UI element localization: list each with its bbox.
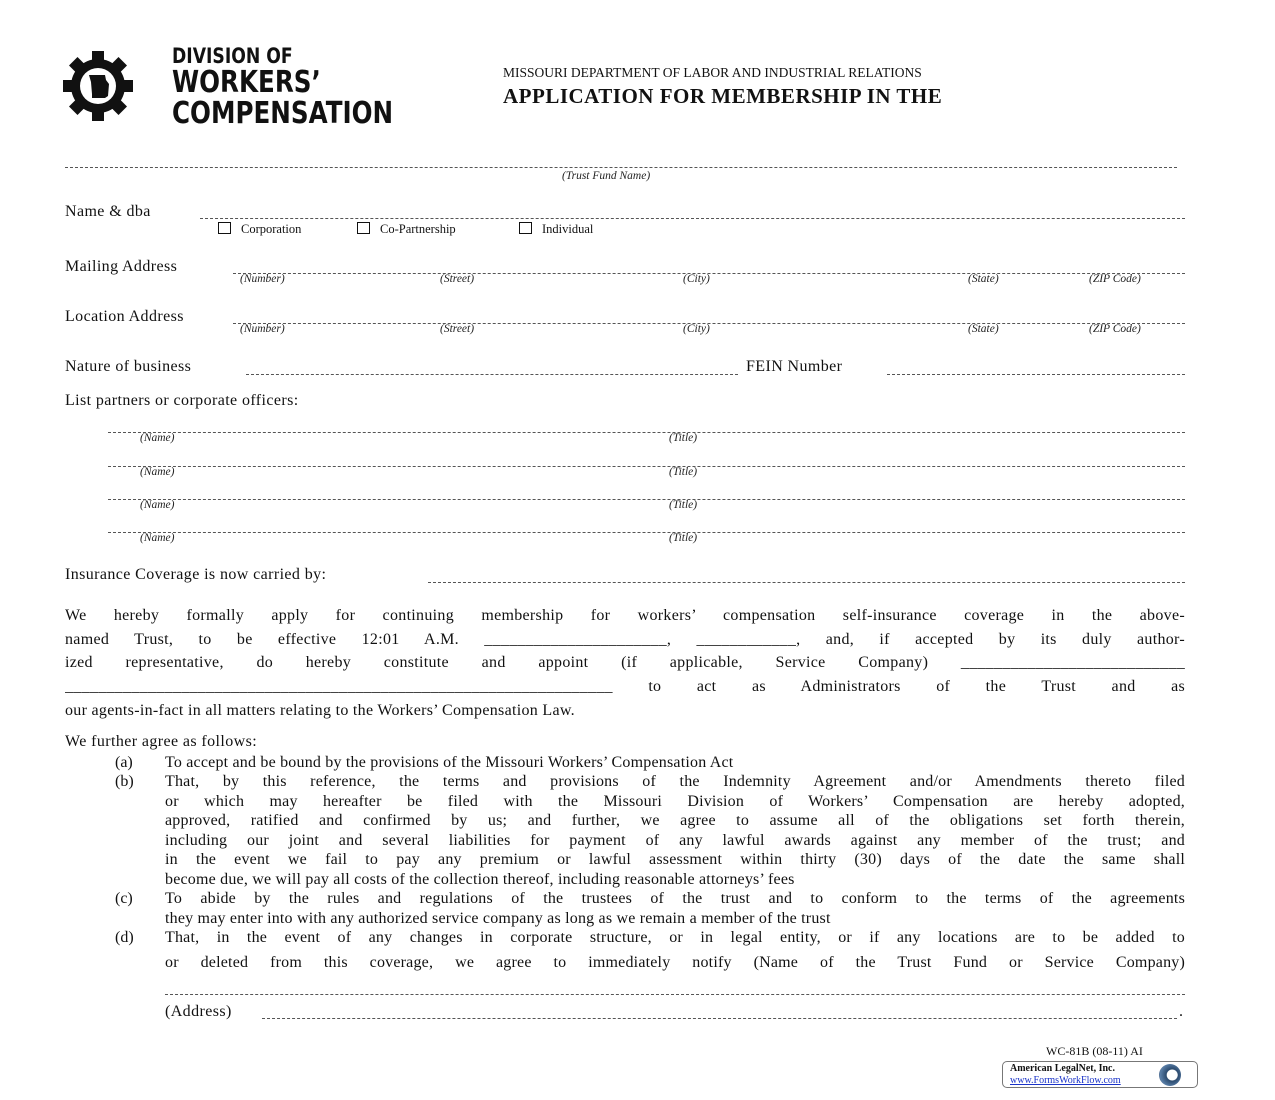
notify-address-field[interactable] — [262, 1018, 1177, 1019]
checkbox-corporation[interactable] — [218, 222, 301, 237]
period: . — [1179, 1003, 1184, 1020]
paragraph-line: our agents-in-fact in all matters relating to the Workers’ Compensation Law. — [65, 702, 575, 719]
state-label: (State) — [968, 323, 999, 335]
item-line: they may enter into with any authorized service company as long as we remain a member of the trust — [165, 910, 831, 927]
item-line: including our joint and several liabilities for payment of any lawful awards against any member of the trust; and — [165, 832, 1185, 849]
item-letter: (d) — [115, 929, 134, 946]
city-label: (City) — [683, 323, 710, 335]
officer-title-label: (Title) — [669, 499, 698, 511]
officer-name-label: (Name) — [140, 432, 175, 444]
number-label: (Number) — [240, 273, 285, 285]
logo — [62, 44, 462, 131]
item-line: That, by this reference, the terms and provisions of the Indemnity Agreement and/or Amendments thereto filed — [165, 773, 1185, 790]
number-label: (Number) — [240, 323, 285, 335]
officer-title-label: (Title) — [669, 532, 698, 544]
zip-label: (ZIP Code) — [1089, 273, 1141, 285]
officer-name-label: (Name) — [140, 532, 175, 544]
mailing-address-label: Mailing Address — [65, 258, 178, 275]
partners-label: List partners or corporate officers: — [65, 392, 299, 409]
footer-badge — [1002, 1061, 1198, 1088]
footer-company: American LegalNet, Inc. — [1010, 1063, 1115, 1074]
officer-name-label: (Name) — [140, 466, 175, 478]
gear-missouri-icon — [62, 50, 134, 122]
checkbox-icon[interactable] — [519, 222, 532, 234]
checkbox-label: Corporation — [241, 222, 302, 236]
street-label: (Street) — [440, 273, 475, 285]
trust-fund-name-label: (Trust Fund Name) — [562, 170, 651, 182]
insurance-label: Insurance Coverage is now carried by: — [65, 566, 327, 583]
logo-line1: DIVISION OF — [172, 44, 293, 68]
officer-field[interactable] — [108, 466, 1185, 467]
street-label: (Street) — [440, 323, 475, 335]
form-title: APPLICATION FOR MEMBERSHIP IN THE — [503, 84, 943, 108]
officer-field[interactable] — [108, 532, 1185, 533]
item-line: or deleted from this coverage, we agree to immediately notify (Name of the Trust Fund or Service Company) — [165, 954, 1185, 971]
checkbox-co-partnership[interactable] — [357, 222, 456, 237]
item-letter: (a) — [115, 754, 133, 771]
item-letter: (b) — [115, 773, 134, 790]
item-letter: (c) — [115, 890, 133, 907]
officer-title-label: (Title) — [669, 466, 698, 478]
globe-icon — [1159, 1064, 1181, 1086]
fein-field[interactable] — [887, 374, 1185, 375]
notify-name-field[interactable] — [165, 994, 1185, 995]
item-line: To accept and be bound by the provisions of the Missouri Workers’ Compensation Act — [165, 754, 734, 771]
checkbox-icon[interactable] — [357, 222, 370, 234]
address-label: (Address) — [165, 1003, 232, 1020]
name-dba-field[interactable] — [200, 218, 1185, 219]
nature-of-business-label: Nature of business — [65, 358, 192, 375]
paragraph-line: ized representative, do hereby constitute and appoint (if applicable, Service Company) ___________________________ — [65, 654, 1185, 671]
insurance-field[interactable] — [428, 582, 1185, 583]
item-line: in the event we fail to pay any premium or lawful assessment within thirty (30) days of the date the same shall — [165, 851, 1185, 868]
item-line: To abide by the rules and regulations of the trustees of the trust and to conform to the terms of the agreements — [165, 890, 1185, 907]
checkbox-individual[interactable] — [519, 222, 593, 237]
officer-field[interactable] — [108, 499, 1185, 500]
item-line: or which may hereafter be filed with the Missouri Division of Workers’ Compensation are hereby adopted, — [165, 793, 1185, 810]
officer-name-label: (Name) — [140, 499, 175, 511]
paragraph-line: We hereby formally apply for continuing membership for workers’ compensation self-insurance coverage in the above- — [65, 607, 1185, 624]
paragraph-line: __________________________________________________________________ to act as Administrators of the Trust and as — [65, 678, 1185, 695]
logo-line2: WORKERS’ — [172, 65, 321, 100]
checkbox-label: Individual — [542, 222, 594, 236]
location-address-label: Location Address — [65, 308, 184, 325]
item-line: approved, ratified and confirmed by us; and further, we agree to assume all of the obligations set forth therein, — [165, 812, 1185, 829]
officer-title-label: (Title) — [669, 432, 698, 444]
form-number: WC-81B (08-11) AI — [1046, 1044, 1143, 1058]
city-label: (City) — [683, 273, 710, 285]
logo-line3: COMPENSATION — [172, 96, 394, 131]
department-name: MISSOURI DEPARTMENT OF LABOR AND INDUSTRIAL RELATIONS — [503, 65, 922, 80]
item-line: That, in the event of any changes in corporate structure, or in legal entity, or if any locations are to be added to — [165, 929, 1185, 946]
state-label: (State) — [968, 273, 999, 285]
checkbox-label: Co-Partnership — [380, 222, 456, 236]
officer-field[interactable] — [108, 432, 1185, 433]
nature-of-business-field[interactable] — [246, 374, 738, 375]
footer-url[interactable]: www.FormsWorkFlow.com — [1010, 1075, 1121, 1086]
paragraph-line: named Trust, to be effective 12:01 A.M. ______________________, ____________, and, if accepted by its duly author- — [65, 631, 1185, 648]
item-line: become due, we will pay all costs of the collection thereof, including reasonable attorneys’ fees — [165, 871, 795, 888]
fein-label: FEIN Number — [746, 358, 843, 375]
checkbox-icon[interactable] — [218, 222, 231, 234]
zip-label: (ZIP Code) — [1089, 323, 1141, 335]
name-dba-label: Name & dba — [65, 203, 151, 220]
trust-fund-name-field[interactable] — [65, 167, 1177, 168]
agree-intro: We further agree as follows: — [65, 733, 258, 750]
